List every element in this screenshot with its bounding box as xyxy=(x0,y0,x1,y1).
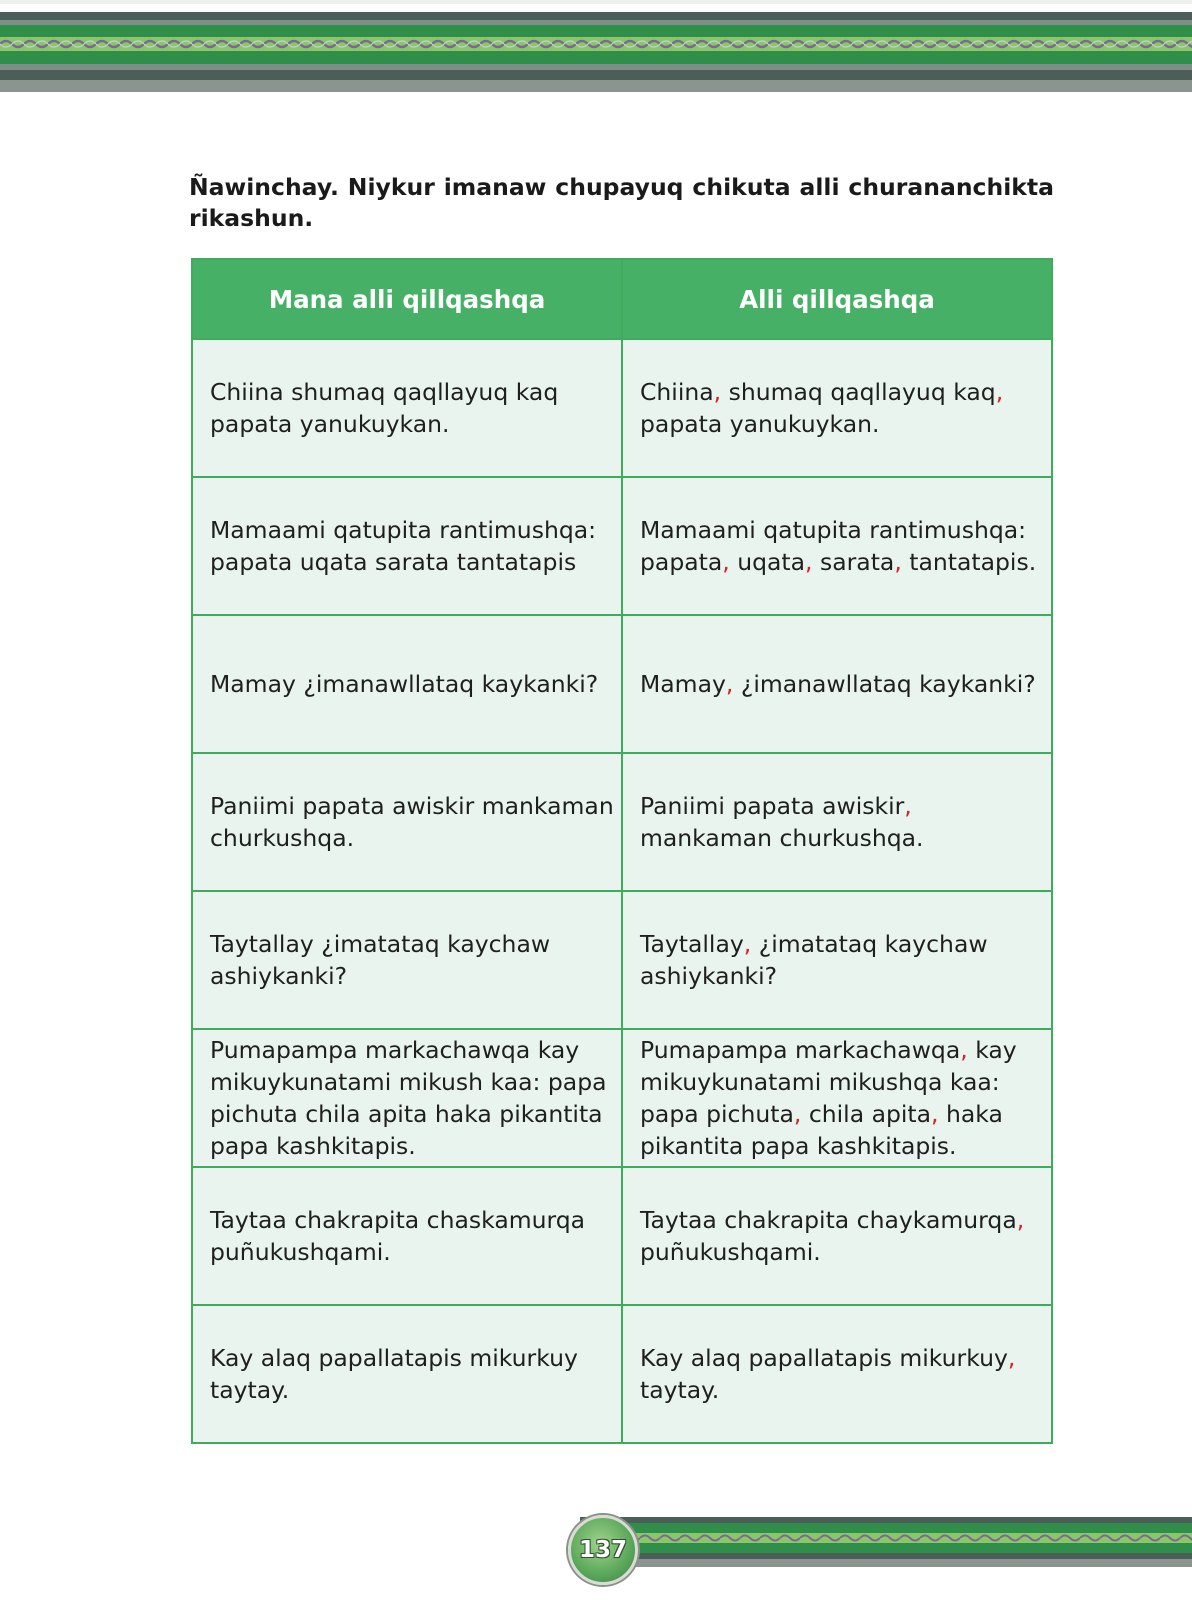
wrong-sentence: Chiina shumaq qaqllayuq kaq papata yanukuykan. xyxy=(192,339,622,477)
decorative-header-band xyxy=(0,0,1192,96)
instruction-text: Ñawinchay. Niykur imanaw chupayuq chikuta alli churananchikta rikashun. xyxy=(189,173,1054,232)
header-correct-column: Alli qillqashqa xyxy=(622,259,1052,339)
decorative-footer-band xyxy=(580,1513,1192,1575)
correct-sentence: Mamay, ¿imanawllataq kaykanki? xyxy=(622,615,1052,753)
table-row xyxy=(192,339,1052,477)
table-row xyxy=(192,615,1052,753)
wrong-sentence: Kay alaq papallatapis mikurkuy taytay. xyxy=(192,1305,622,1443)
page-number-badge xyxy=(568,1515,638,1585)
correct-sentence: Taytallay, ¿imatataq kaychaw ashiykanki? xyxy=(622,891,1052,1029)
table-row xyxy=(192,753,1052,891)
wrong-sentence: Pumapampa markachawqa kay mikuykunatami mikush kaa: papa pichuta chila apita haka pikantita papa kashkitapis. xyxy=(192,1029,622,1167)
wrong-sentence: Paniimi papata awiskir mankaman churkushqa. xyxy=(192,753,622,891)
table-header-row xyxy=(192,259,1052,339)
correct-sentence: Taytaa chakrapita chaykamurqa, puñukushqami. xyxy=(622,1167,1052,1305)
table-row xyxy=(192,1305,1052,1443)
correct-sentence: Chiina, shumaq qaqllayuq kaq, papata yanukuykan. xyxy=(622,339,1052,477)
correct-sentence: Mamaami qatupita rantimushqa: papata, uqata, sarata, tantatapis. xyxy=(622,477,1052,615)
wrong-sentence: Taytaa chakrapita chaskamurqa puñukushqami. xyxy=(192,1167,622,1305)
wrong-sentence: Mamay ¿imanawllataq kaykanki? xyxy=(192,615,622,753)
correct-sentence: Kay alaq papallatapis mikurkuy, taytay. xyxy=(622,1305,1052,1443)
table-row xyxy=(192,1029,1052,1167)
correct-sentence: Pumapampa markachawqa, kay mikuykunatami mikushqa kaa: papa pichuta, chila apita, haka pikantita papa kashkitapis. xyxy=(622,1029,1052,1167)
comparison-table xyxy=(191,258,1053,1444)
table-row xyxy=(192,1167,1052,1305)
wave-pattern-icon xyxy=(0,37,1192,51)
table-row xyxy=(192,891,1052,1029)
page-number: 137 xyxy=(578,1537,627,1563)
table-row xyxy=(192,477,1052,615)
wrong-sentence: Mamaami qatupita rantimushqa: papata uqata sarata tantatapis xyxy=(192,477,622,615)
header-wrong-column: Mana alli qillqashqa xyxy=(192,259,622,339)
correct-sentence: Paniimi papata awiskir, mankaman churkushqa. xyxy=(622,753,1052,891)
wrong-sentence: Taytallay ¿imatataq kaychaw ashiykanki? xyxy=(192,891,622,1029)
